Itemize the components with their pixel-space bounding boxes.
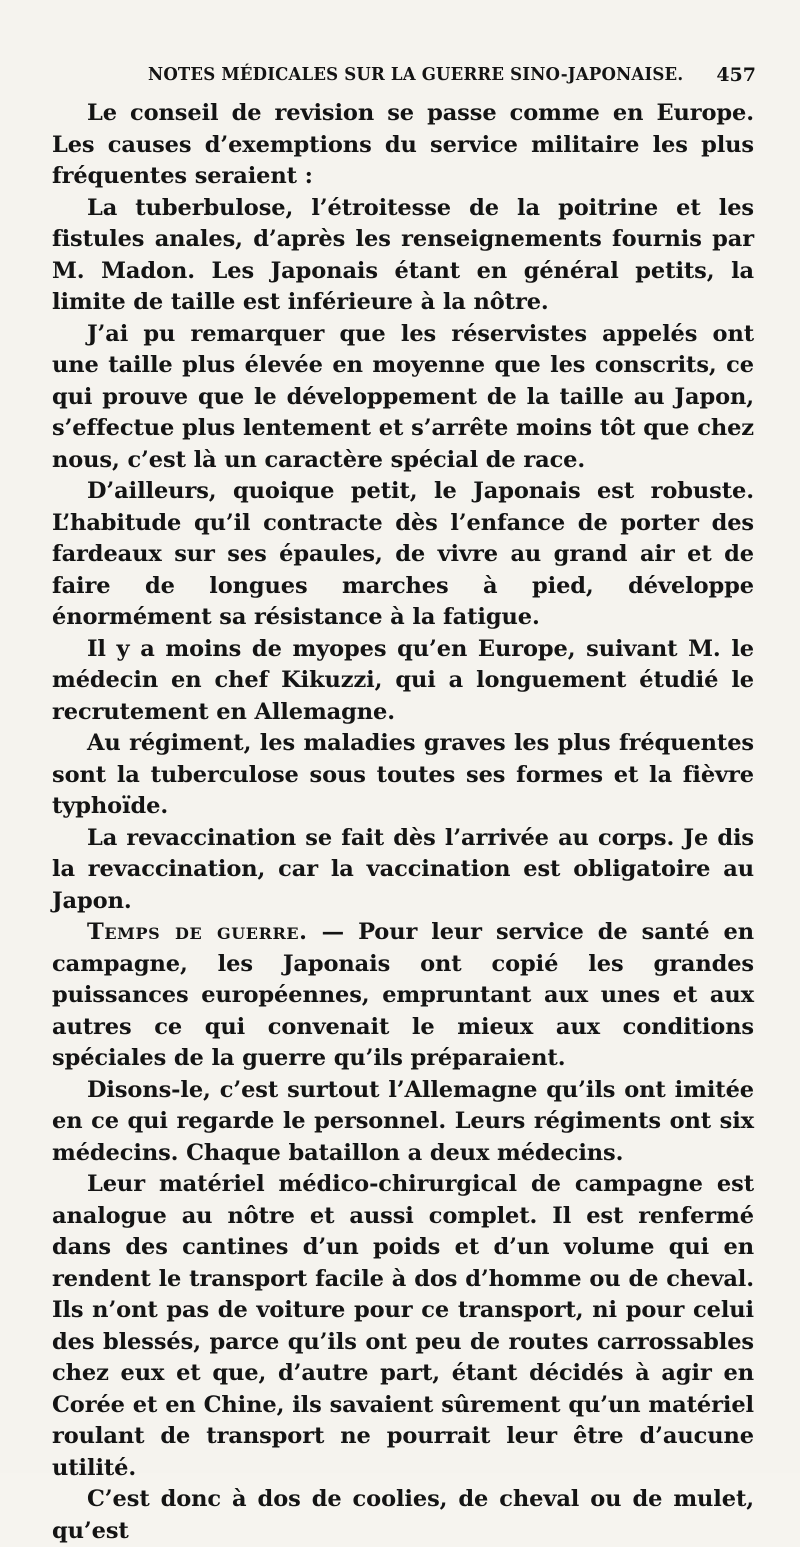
- paragraph-11: C’est donc à dos de coolies, de cheval ou de mulet, qu’est: [52, 1486, 754, 1544]
- paragraph-7: La revaccination se fait dès l’arrivée au corps. Je dis la revaccination, car la vaccination est obligatoire au Japon.: [52, 824, 754, 914]
- paragraph-9: Disons-le, c’est surtout l’Allemagne qu’ils ont imitée en ce qui regarde le personnel. Leurs régiments ont six médecins. Chaque bataillon a deux médecins.: [52, 1076, 754, 1166]
- running-title: NOTES MÉDICALES SUR LA GUERRE SINO-JAPONAISE.: [148, 64, 684, 85]
- paragraph-3: J’ai pu remarquer que les réservistes appelés ont une taille plus élevée en moyenne que les conscrits, ce qui prouve que le développement de la taille au Japon, s’effectue plus lentement et s’arrête moins tôt que chez nous, c’est là un caractère spécial de race.: [52, 320, 754, 473]
- paragraph-1: Le conseil de revision se passe comme en Europe. Les causes d’exemptions du service militaire les plus fréquentes seraient :: [52, 100, 754, 189]
- body-text: [52, 98, 754, 1547]
- section-paragraph: [52, 917, 754, 1075]
- running-header: [50, 60, 760, 96]
- section-heading: Temps de guerre.: [87, 919, 308, 945]
- page-number: 457: [716, 64, 756, 86]
- paragraph-10: Leur matériel médico-chirurgical de campagne est analogue au nôtre et aussi complet. Il est renfermé dans des cantines d’un poids et d’un volume qui en rendent le transport facile à dos d’homme ou de cheval. Ils n’ont pas de voiture pour ce transport, ni pour celui des blessés, parce qu’ils ont peu de routes carrossables chez eux et que, d’autre part, étant décidés à agir en Corée et en Chine, ils savaient sûrement qu’un matériel roulant de transport ne pourrait leur être d’aucune utilité.: [52, 1171, 754, 1481]
- section-text: — Pour leur service de santé en campagne, les Japonais ont copié les grandes puissances européennes, empruntant aux unes et aux autres ce qui convenait le mieux aux conditions spéciales de la guerre qu’ils préparaient.: [52, 919, 754, 1071]
- paragraph-5: Il y a moins de myopes qu’en Europe, suivant M. le médecin en chef Kikuzzi, qui a longuement étudié le recrutement en Allemagne.: [52, 635, 754, 725]
- paragraph-4: D’ailleurs, quoique petit, le Japonais est robuste. L’habitude qu’il contracte dès l’enfance de porter des fardeaux sur ses épaules, de vivre au grand air et de faire de longues marches à pied, développe énormément sa résistance à la fatigue.: [52, 478, 754, 630]
- paragraph-6: Au régiment, les maladies graves les plus fréquentes sont la tuberculose sous toutes ses formes et la fièvre typhoïde.: [52, 730, 754, 819]
- paragraph-2: La tuberbulose, l’étroitesse de la poitrine et les fistules anales, d’après les renseignements fournis par M. Madon. Les Japonais étant en général petits, la limite de taille est inférieure à la nôtre.: [52, 194, 754, 315]
